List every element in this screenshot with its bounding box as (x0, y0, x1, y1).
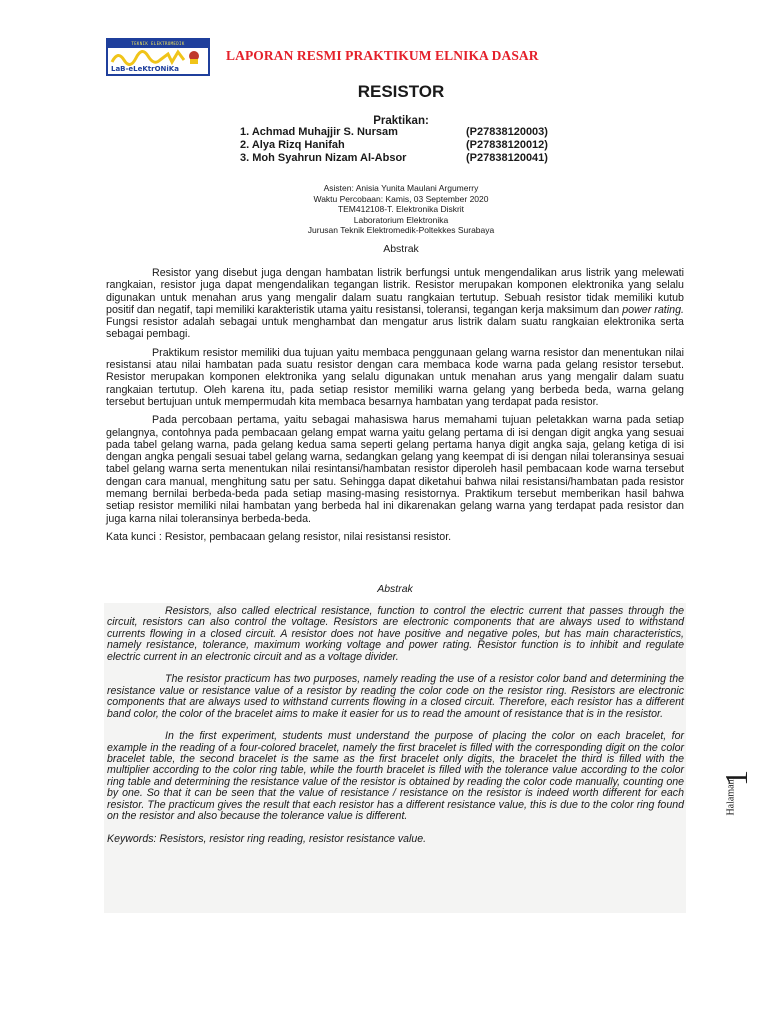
author-list (240, 126, 570, 165)
abstract-paragraph: The resistor practicum has two purposes, namely reading the use of a resistor color band and determining the resistance value or resistance value of a resistor by reading the color code on the resistor ring. Resistors are electronic components that are always used to withstand currents flowing in a closed circuit. Therefore, each resistor has a different band color, the color of the bracelet aims to make it easier for us to read the amount of resistance that is in the resistor. (107, 673, 684, 720)
author-row (240, 152, 570, 165)
logo-top-text: TEKNIK ELEKTROMEDIK (108, 40, 208, 48)
abstract-paragraph: Praktikum resistor memiliki dua tujuan yaitu membaca penggunaan gelang warna resistor dan menentukan nilai resistansi atau nilai hambatan pada suatu resistor dengan cara membaca kode warna pada gelang resistor tersebut. Resistor merupakan komponen elektronika yang selalu digunakan untuk menahan arus yang mengalir dalam suatu rangkaian tertutup. Oleh karena itu, pada setiap resistor memiliki warna gelang yang berbeda beda, warna gelang tersebut bertujuan untuk mempermudah kita membaca besarnya hambatan yang terdapat pada resistor. (106, 346, 684, 408)
author-name: 2. Alya Rizq Hanifah (240, 139, 345, 151)
author-row (240, 139, 570, 152)
document-title: RESISTOR (357, 82, 445, 101)
author-name: 1. Achmad Muhajjir S. Nursam (240, 126, 398, 138)
abstract-paragraph: In the first experiment, students must understand the purpose of placing the color on each bracelet, for example in the reading of a four-colored bracelet, namely the first bracelet is filled with the corresponding digit on the color bracelet table, the second bracelet is the same as the first bracelet only digits, the bracelet the third is filled with the multiplier according to the color ring table, while the fourth bracelet is filled with the tolerance value according to the color ring table and determining the resistance value of the resistor is obtained by reading the color code manually, counting one by one. So that it can be seen that the value of resistance / resistance on the resistor is indeed worth different for each resistor. The practicum gives the result that each resistor has a different resistance value, this is due to the color ring found on the resistor and also because the tolerance value is different. (107, 730, 684, 823)
abstract-body-en (107, 606, 684, 856)
abstract-paragraph: Resistors, also called electrical resistance, function to control the electric current that passes through the circuit, resistors can also control the voltage. Resistors are electronic components that are always used to withstand currents flowing in a closed circuit. A resistor does not have positive and negative poles, but has main characteristics, namely resistance, tolerance, maximum working voltage and power rating. Resistor function is to inhibit and regulate electric current in an electronic circuit and as a voltage divider. (107, 605, 684, 663)
waveform-icon (110, 48, 206, 66)
keywords-id: Kata kunci : Resistor, pembacaan gelang resistor, nilai resistansi resistor. (106, 530, 452, 543)
author-id: (P27838120041) (466, 152, 548, 164)
laboratory-line: Laboratorium Elektronika (353, 214, 449, 225)
page-footer (718, 768, 754, 838)
author-name: 3. Moh Syahrun Nizam Al-Absor (240, 152, 407, 164)
abstract-paragraph: Resistor yang disebut juga dengan hambatan listrik berfungsi untuk mengendalikan arus listrik yang melewati rangkaian, resistor juga dapat mengendalikan tegangan listrik. Resistor merupakan komponen elektronika yang selalu digunakan untuk menahan arus yang mengalir dalam suatu rangkaian tertutup. Sebuah resistor tidak memiliki kutub positif dan negatif, tapi memiliki karakteristik utama yaitu resistansi, toleransi, tegangan kerja maksimum dan power rating. Fungsi resistor adalah sebagai untuk menghambat dan mengatur arus listrik dalam suatu rangkaian elektronika serta sebagai pembagi. (106, 267, 684, 341)
department-line: Jurusan Teknik Elektromedik-Poltekkes Surabaya (307, 225, 495, 235)
keywords-en: Keywords: Resistors, resistor ring reading, resistor resistance value. (107, 832, 427, 845)
author-id: (P27838120003) (466, 126, 548, 138)
lab-logo (106, 38, 210, 76)
page-number: 1 (718, 770, 754, 786)
experiment-date-line: Waktu Percobaan: Kamis, 03 September 2020 (313, 193, 489, 204)
page-label: Halaman (725, 779, 737, 816)
abstract-body-id (106, 267, 684, 549)
abstract-heading-id: Abstrak (383, 243, 419, 255)
author-id: (P27838120012) (466, 139, 548, 151)
document-meta (0, 183, 768, 236)
abstract-heading-en: Abstrak (377, 583, 413, 595)
course-line: TEM412108-T. Elektronika Diskrit (337, 204, 465, 214)
praktikan-label: Praktikan: (373, 115, 429, 127)
logo-text: LaB-eLeKtrONiKa (111, 65, 179, 73)
report-title: LAPORAN RESMI PRAKTIKUM ELNIKA DASAR (226, 48, 539, 63)
assistant-line: Asisten: Anisia Yunita Maulani Argumerry (323, 183, 479, 193)
abstract-paragraph: Pada percobaan pertama, yaitu sebagai mahasiswa harus memahami tujuan peletakkan warna pada setiap gelangnya, contohnya pada pembacaan gelang empat warna yaitu gelang pertama di isi dengan digit angka yang sesuai pada tabel gelang warna, pada gelang kedua sama seperti gelang pertama hanya digit angka saja, gelang ketiga di isi dengan angka pengali sesuai tabel gelang warna, sedangkan gelang yang keempat di isi dengan nilai toleransinya sesuai tabel gelang warna serta menentukan nilai resintansi/hambatan resistor diperoleh hasil pembacaan kode warna tersebut dengan cara manual, menghitung satu per satu. Sehingga dapat diketahui bahwa nilai resistansi/hambatan pada resistor memang bernilai berbeda-beda pada setiap masing-masing resistornya. Praktikum tersebut memberikan hasil bahwa setiap resistor memiliki nilai hambatan yang berbeda hal ini dikarenakan gelang warna yang terdapat pada resistor dan juga karna nilai toleransinya berbeda-beda. (106, 414, 684, 525)
author-row (240, 126, 570, 139)
